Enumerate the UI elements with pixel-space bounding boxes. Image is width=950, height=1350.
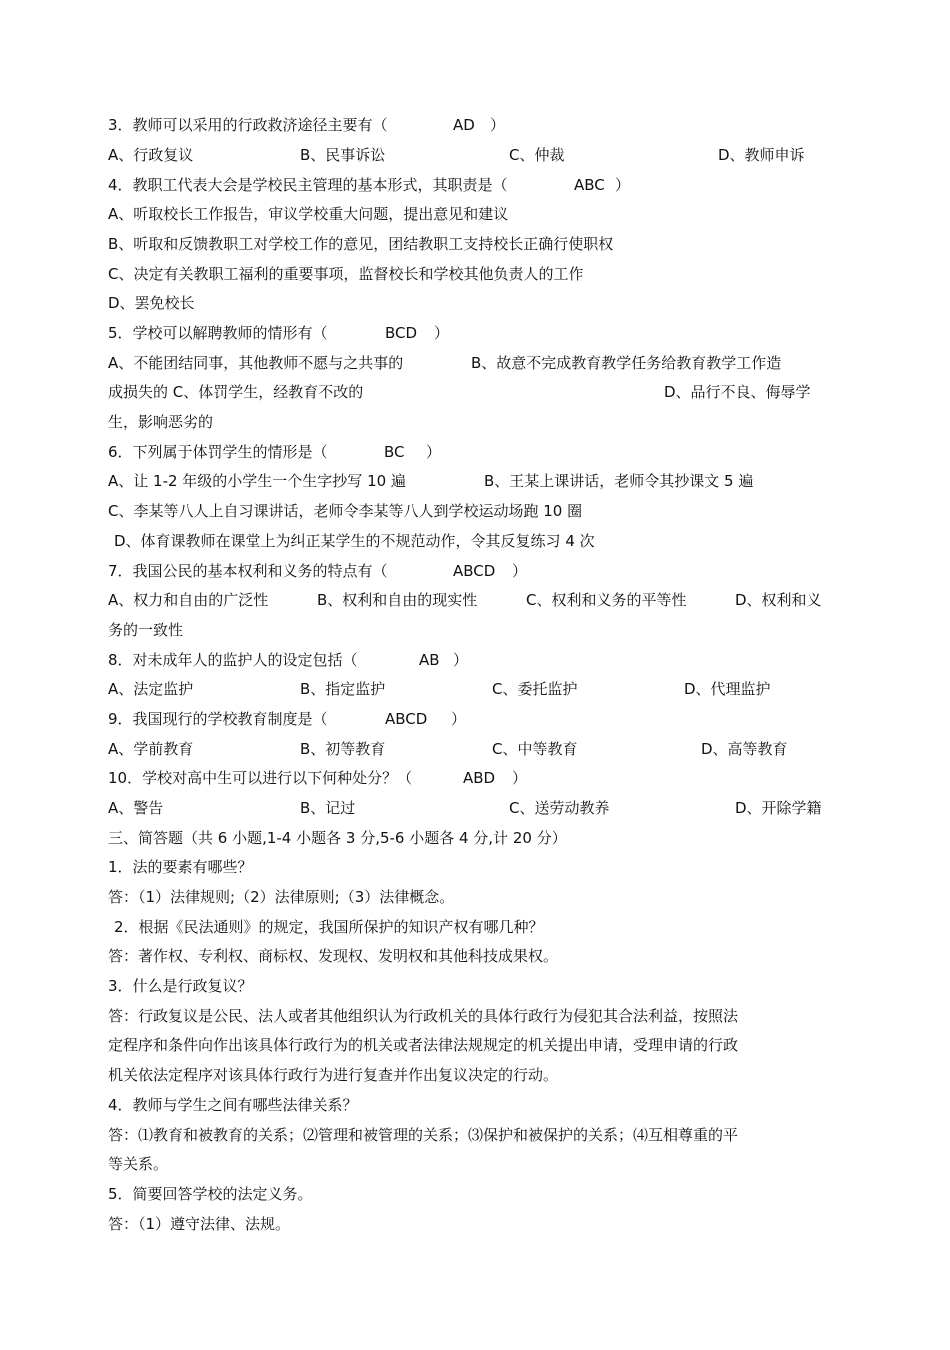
short-answer-2: 答：著作权、专利权、商标权、发现权、发明权和其他科技成果权。 <box>108 947 559 965</box>
answer: ABCD <box>453 562 496 580</box>
option-c: C、仲裁 <box>509 146 565 164</box>
question-stem: 9．我国现行的学校教育制度是（ <box>108 710 328 728</box>
short-answer-3-line-1: 答：行政复议是公民、法人或者其他组织认为行政机关的具体行政行为侵犯其合法利益，按照法 <box>108 1007 739 1025</box>
option-a: A、行政复议 <box>108 146 194 164</box>
option-c: C、李某等八人上自习课讲话，老师令李某等八人到学校运动场跑 10 圈 <box>108 502 583 520</box>
option-c: C、委托监护 <box>492 680 578 698</box>
question-stem: 5．学校可以解聘教师的情形有（ <box>108 324 328 342</box>
paren-close: ） <box>490 116 506 134</box>
answer: BC <box>384 443 405 461</box>
option-a: A、法定监护 <box>108 680 194 698</box>
option-c: C、送劳动教养 <box>509 799 610 817</box>
option-c: C、决定有关教职工福利的重要事项，监督校长和学校其他负责人的工作 <box>108 265 584 283</box>
option-a: A、警告 <box>108 799 164 817</box>
short-answer-3-line-3: 机关依法定程序对该具体行政行为进行复查并作出复议决定的行动。 <box>108 1066 559 1084</box>
option-d: D、教师申诉 <box>718 146 805 164</box>
paren-close: ） <box>453 651 469 669</box>
option-b: B、初等教育 <box>300 740 386 758</box>
option-b: B、听取和反馈教职工对学校工作的意见，团结教职工支持校长正确行使职权 <box>108 235 614 253</box>
option-b: B、故意不完成教育教学任务给教育教学工作造 <box>471 354 782 372</box>
option-a: A、不能团结同事，其他教师不愿与之共事的 <box>108 354 404 372</box>
question-stem: 6．下列属于体罚学生的情形是（ <box>108 443 328 461</box>
short-question-5: 5．简要回答学校的法定义务。 <box>108 1185 313 1203</box>
paren-close: ） <box>426 443 442 461</box>
option-d: D、代理监护 <box>684 680 771 698</box>
paren-close: ） <box>512 562 528 580</box>
question-stem: 8．对未成年人的监护人的设定包括（ <box>108 651 358 669</box>
answer: ABCD <box>385 710 428 728</box>
option-a: A、权力和自由的广泛性 <box>108 591 269 609</box>
question-stem: 10．学校对高中生可以进行以下何种处分？（ <box>108 769 413 787</box>
short-question-2: 2．根据《民法通则》的规定，我国所保护的知识产权有哪几种？ <box>114 918 544 936</box>
short-answer-3-line-2: 定程序和条件向作出该具体行政行为的机关或者法律法规规定的机关提出申请，受理申请的行政 <box>108 1036 739 1054</box>
option-d: D、品行不良、侮辱学 <box>664 383 811 401</box>
paren-close: ） <box>451 710 467 728</box>
paren-close: ） <box>512 769 528 787</box>
option-b: B、权利和自由的现实性 <box>317 591 478 609</box>
answer: BCD <box>385 324 418 342</box>
option-c: C、权利和义务的平等性 <box>526 591 687 609</box>
answer: AD <box>453 116 475 134</box>
option-d: D、权利和义 <box>735 591 822 609</box>
short-answer-5-line-1: 答：（1）遵守法律、法规。 <box>108 1215 291 1233</box>
option-d: D、体育课教师在课堂上为纠正某学生的不规范动作，令其反复练习 4 次 <box>114 532 595 550</box>
option-b: B、民事诉讼 <box>300 146 386 164</box>
option-d: D、高等教育 <box>701 740 788 758</box>
option-c: 成损失的 C、体罚学生，经教育不改的 <box>108 383 364 401</box>
option-d: D、开除学籍 <box>735 799 822 817</box>
question-stem: 3．教师可以采用的行政救济途径主要有（ <box>108 116 388 134</box>
option-b: B、王某上课讲话，老师令其抄课文 5 遍 <box>484 472 754 490</box>
short-question-1: 1．法的要素有哪些？ <box>108 858 253 876</box>
short-question-4: 4．教师与学生之间有哪些法律关系？ <box>108 1096 358 1114</box>
paren-close: ） <box>434 324 450 342</box>
short-answer-4-line-1: 答：⑴教育和被教育的关系；⑵管理和被管理的关系；⑶保护和被保护的关系；⑷互相尊重的平 <box>108 1126 739 1144</box>
question-stem: 7．我国公民的基本权利和义务的特点有（ <box>108 562 388 580</box>
option-c: C、中等教育 <box>492 740 578 758</box>
option-a: A、听取校长工作报告，审议学校重大问题，提出意见和建议 <box>108 205 509 223</box>
answer: ABD <box>463 769 496 787</box>
option-b: B、指定监护 <box>300 680 386 698</box>
q7-line-2: 务的一致性 <box>108 621 184 639</box>
short-answer-1: 答：（1）法律规则;（2）法律原则;（3）法律概念。 <box>108 888 455 906</box>
section-heading: 三、简答题（共 6 小题,1-4 小题各 3 分,5-6 小题各 4 分,计 20 分） <box>108 829 567 847</box>
paren-close: ） <box>615 176 631 194</box>
q5-line-3: 生，影响恶劣的 <box>108 413 214 431</box>
option-d: D、罢免校长 <box>108 294 195 312</box>
answer: AB <box>419 651 440 669</box>
question-stem: 4．教职工代表大会是学校民主管理的基本形式，其职责是（ <box>108 176 508 194</box>
option-a: A、让 1-2 年级的小学生一个生字抄写 10 遍 <box>108 472 406 490</box>
option-b: B、记过 <box>300 799 356 817</box>
option-a: A、学前教育 <box>108 740 194 758</box>
short-answer-4-line-2: 等关系。 <box>108 1155 169 1173</box>
answer: ABC <box>574 176 605 194</box>
short-question-3: 3．什么是行政复议？ <box>108 977 253 995</box>
